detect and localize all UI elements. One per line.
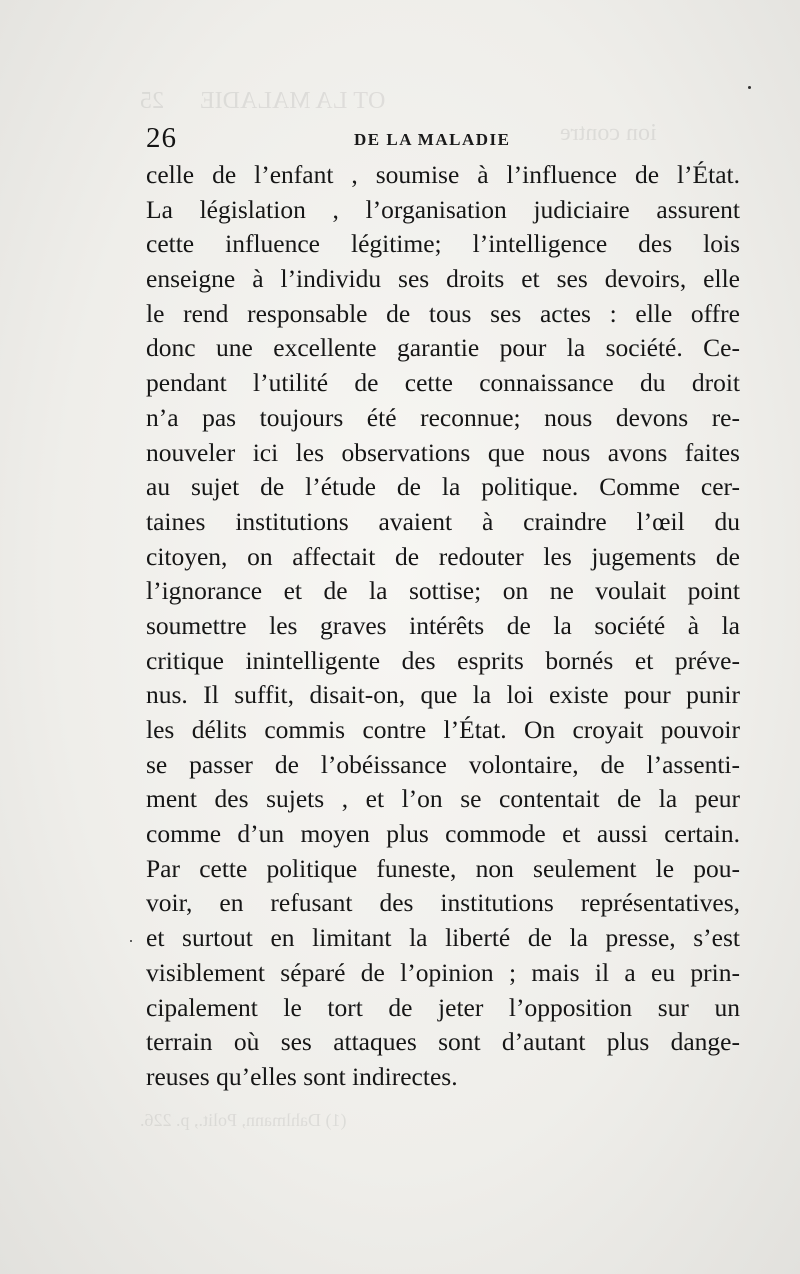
text-line: l’ignorance et de la sottise; on ne voulait point (146, 576, 740, 606)
text-line: voir, en refusant des institutions représentatives, (146, 888, 740, 918)
text-line: visiblement séparé de l’opinion ; mais il a eu prin- (146, 957, 740, 987)
text-line: reuses qu’elles sont indirectes. (146, 1061, 458, 1091)
body-text (146, 158, 740, 1095)
text-line: citoyen, on affectait de redouter les jugements de (146, 541, 740, 571)
text-line: critique inintelligente des esprits bornés et préve- (146, 645, 740, 675)
text-line: soumettre les graves intérêts de la société à la (146, 610, 740, 640)
page-header (146, 122, 740, 156)
text-line: nouveler ici les observations que nous avons faites (146, 437, 740, 467)
text-line: cipalement le tort de jeter l’opposition sur un (146, 992, 740, 1022)
text-line: les délits commis contre l’État. On croyait pouvoir (146, 715, 740, 744)
text-line: terrain où ses attaques sont d’autant plus dange- (146, 1027, 740, 1057)
text-line: se passer de l’obéissance volontaire, de l’assenti- (146, 749, 740, 779)
text-line: au sujet de l’étude de la politique. Comme cer- (146, 472, 740, 502)
text-line: n’a pas toujours été reconnue; nous devons re- (146, 402, 740, 432)
paper-speck (748, 86, 751, 89)
bleed-through-text: ОТ LA MALADIE 25 (140, 88, 386, 114)
bleed-through-footnotes: (1) Dahlmann, Polit., p. 226. (140, 1110, 347, 1130)
text-line: taines institutions avaient à craindre l’œil du (146, 506, 740, 536)
text-line: enseigne à l’individu ses droits et ses devoirs, elle (146, 264, 740, 294)
text-line: Par cette politique funeste, non seulement le pou- (146, 853, 740, 883)
text-line: pendant l’utilité de cette connaissance du droit (146, 368, 740, 398)
text-line: La législation , l’organisation judiciaire assurent (146, 194, 740, 224)
text-line: le rend responsable de tous ses actes : elle offre (146, 298, 740, 328)
running-head: DE LA MALADIE (354, 130, 511, 149)
text-line: ment des sujets , et l’on se contentait de la peur (146, 784, 740, 814)
text-line: nus. Il suffit, disait-on, que la loi existe pour punir (146, 680, 740, 710)
text-line: et surtout en limitant la liberté de la presse, s’est (146, 923, 740, 953)
text-line: donc une excellente garantie pour la société. Ce- (146, 333, 740, 363)
text-line: comme d’un moyen plus commode et aussi certain. (146, 819, 740, 849)
bleed-through-text: ion contre (560, 120, 657, 146)
page-number: 26 (146, 122, 177, 154)
text-line: cette influence légitime; l’intelligence des lois (146, 229, 740, 259)
text-line: celle de l’enfant , soumise à l’influence de l’État. (146, 160, 740, 189)
paper-speck (130, 940, 132, 942)
